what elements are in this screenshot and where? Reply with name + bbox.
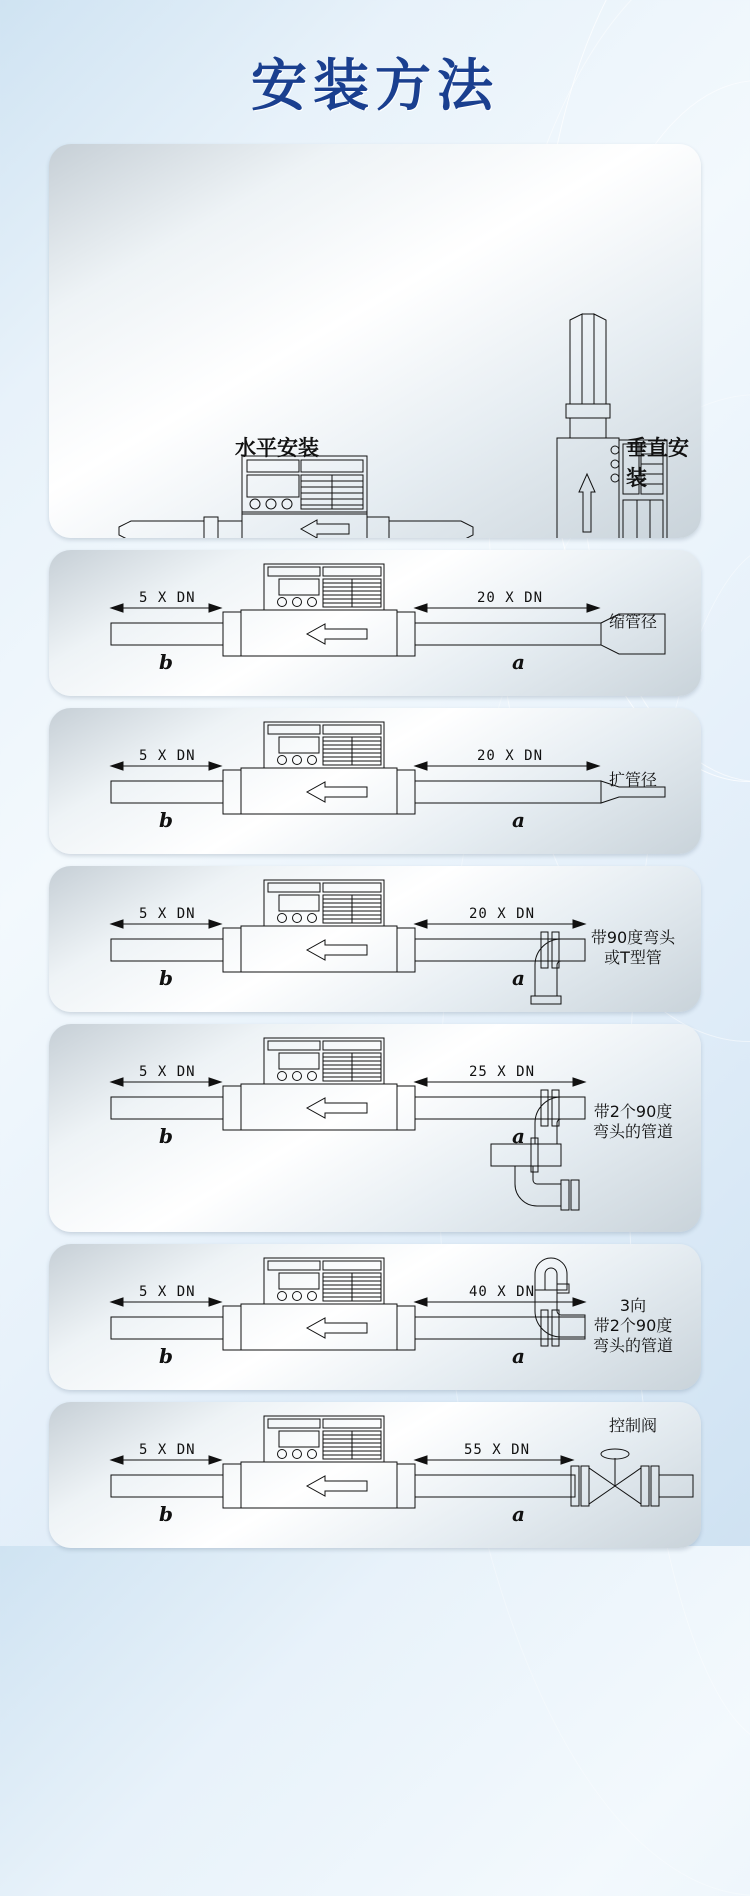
row-label-line: 3向 <box>619 1296 647 1315</box>
upstream-dimension: 5 X DN <box>139 748 196 764</box>
letter-a: a <box>512 808 525 832</box>
letter-a: a <box>512 650 525 674</box>
letter-a: a <box>512 1344 525 1368</box>
letter-b: b <box>159 1502 173 1526</box>
downstream-dimension: 25 X DN <box>469 1064 536 1080</box>
row-label-double-elbow <box>577 1102 689 1142</box>
upstream-dimension: 5 X DN <box>139 1284 196 1300</box>
downstream-dimension: 55 X DN <box>464 1442 531 1458</box>
panel-row-double-elbow <box>49 1024 701 1232</box>
panel-row-three-dim-elbow <box>49 1244 701 1390</box>
row-label-line: 弯头的管道 <box>592 1336 673 1355</box>
letter-b: b <box>159 650 173 674</box>
panel-installation-orientation <box>49 144 701 538</box>
downstream-dimension: 40 X DN <box>469 1284 536 1300</box>
downstream-dimension: 20 X DN <box>477 590 544 606</box>
panel-row-single-elbow <box>49 866 701 1012</box>
row-label-three-dim-elbow <box>577 1296 689 1356</box>
orientation-diagram <box>49 144 701 538</box>
row-label-line: 带90度弯头 <box>590 928 676 947</box>
downstream-dimension: 20 X DN <box>469 906 536 922</box>
letter-b: b <box>159 1344 173 1368</box>
upstream-dimension: 5 X DN <box>139 590 196 606</box>
letter-b: b <box>159 966 173 990</box>
panel-row-control-valve <box>49 1402 701 1548</box>
letter-b: b <box>159 808 173 832</box>
panel-row-reducer <box>49 550 701 696</box>
row-label-line: 带2个90度 <box>593 1102 673 1121</box>
row-label-line: 或T型管 <box>604 948 662 967</box>
row-label-single-elbow <box>577 928 689 968</box>
upstream-dimension: 5 X DN <box>139 906 196 922</box>
panel-row-expander <box>49 708 701 854</box>
page-title: 安装方法 <box>251 54 499 119</box>
row-label-line: 控制阀 <box>608 1416 657 1435</box>
row-label-control-valve <box>577 1416 689 1436</box>
row-label-expander: 扩管径 <box>608 770 657 789</box>
upstream-dimension: 5 X DN <box>139 1064 196 1080</box>
horizontal-install-label: 水平安装 <box>235 436 319 460</box>
letter-b: b <box>159 1124 173 1148</box>
row-label-line: 带2个90度 <box>593 1316 673 1335</box>
letter-a: a <box>512 1124 525 1148</box>
vertical-install-label: 垂直安装 <box>626 436 689 490</box>
row-label-line: 弯头的管道 <box>592 1122 673 1141</box>
letter-a: a <box>512 966 525 990</box>
row-label-reducer: 缩管径 <box>608 612 657 631</box>
letter-a: a <box>512 1502 525 1526</box>
downstream-dimension: 20 X DN <box>477 748 544 764</box>
upstream-dimension: 5 X DN <box>139 1442 196 1458</box>
